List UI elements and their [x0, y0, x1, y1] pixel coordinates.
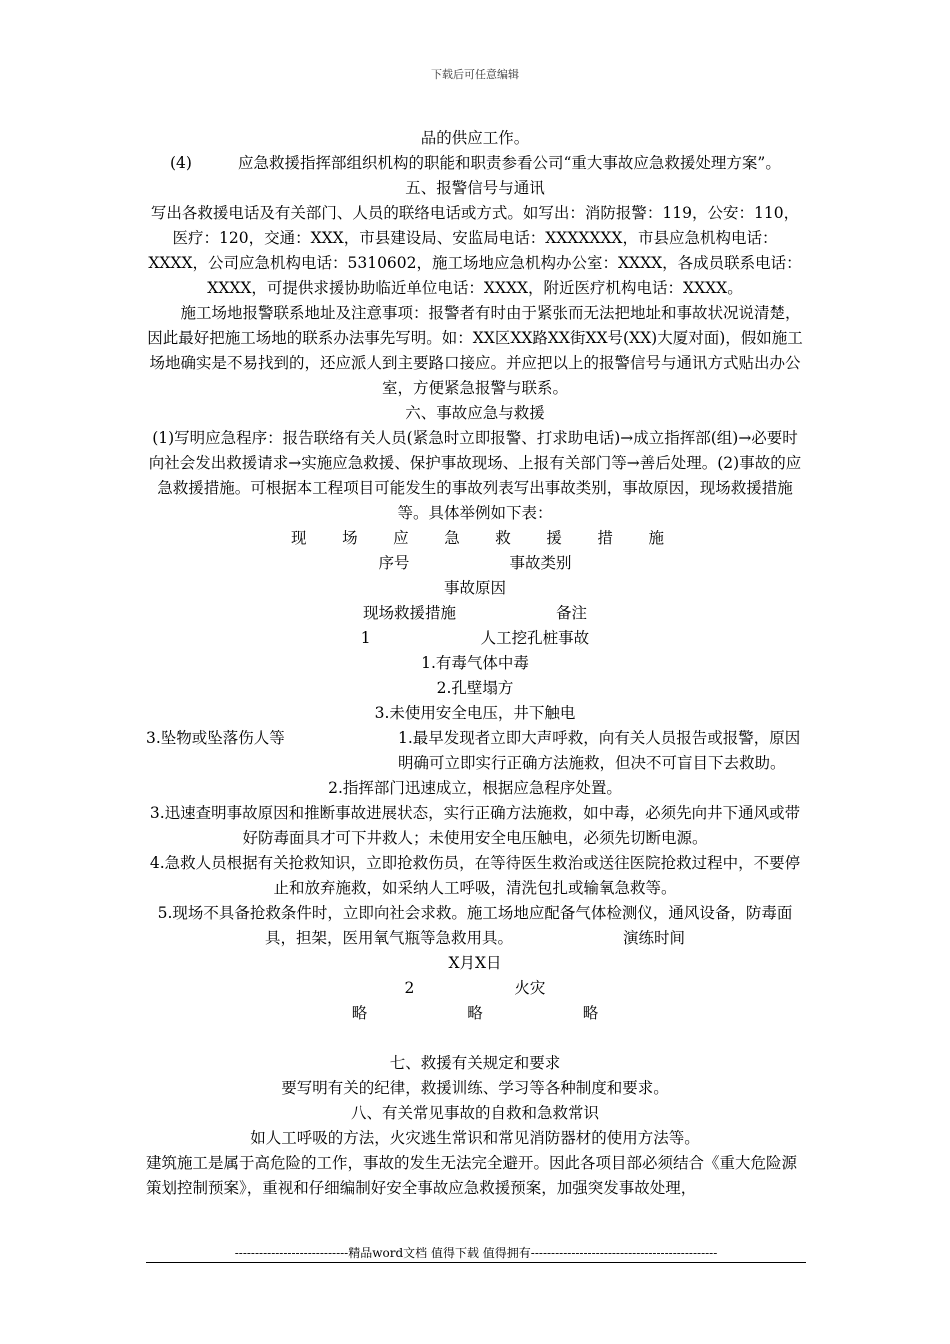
col-header-type: 事故类别	[509, 554, 572, 572]
paragraph: 施工场地报警联系地址及注意事项：报警者有时由于紧张而无法把地址和事故状况说清楚，因此最好把施工场地的联系办法事先写明。如：XX区XX路XX街XX号(XX)大厦对面)，假如施工场地确实是不易找到的，还应派人到主要路口接应。并应把以上的报警信号与通讯方式贴出办公室，方便紧急报警与联系。	[147, 304, 803, 397]
footer-rule	[146, 1262, 806, 1263]
col-header-cause: 事故原因	[443, 579, 506, 597]
col-header-note: 备注	[556, 604, 588, 622]
row-no: 2	[404, 979, 415, 997]
measure-item: 5.现场不具备抢救条件时，立即向社会求救。施工场地应配备气体检测仪，通风设备，防毒面具，担架，医用氧气瓶等急救用具。 演练时间	[157, 904, 793, 947]
table-row-2-omitted: 略 略 略	[351, 1004, 599, 1022]
item-number: (4)	[170, 154, 192, 172]
col-header-measure: 现场救援措施	[362, 604, 456, 622]
section-heading-7: 七、救援有关规定和要求	[389, 1054, 561, 1072]
paragraph: 品的供应工作。	[420, 129, 530, 147]
cause-item: 3.未使用安全电压，井下触电	[374, 704, 576, 722]
table-title: 现 场 应 急 救 援 措 施	[291, 529, 664, 547]
paragraph: 要写明有关的纪律，救援训练、学习等各种制度和要求。	[281, 1079, 669, 1097]
paragraph	[146, 151, 804, 176]
table-header-row	[146, 551, 804, 576]
section-heading-5: 五、报警信号与通讯	[405, 179, 545, 197]
paragraph: 写出各救援电话及有关部门、人员的联络电话或方式。如写出：消防报警：119，公安：110，医疗：120，交通：XXX，市县建设局、安监局电话：XXXXXXX，市县应急机构电话：XXXX，公司应急机构电话：5310602，施工场地应急机构办公室：XXXX，各成员联系电话：XXXX，可提供求援协助临近单位电话：XXXX，附近医疗机构电话：XXXX。	[148, 204, 802, 297]
item-text: 应急救援指挥部组织机构的职能和职责参看公司“重大事故应急救援处理方案”。	[237, 154, 781, 172]
cause-item: 1.有毒气体中毒	[421, 654, 529, 672]
measure-item: 2.指挥部门迅速成立，根据应急程序处置。	[328, 779, 622, 797]
paragraph: (1)写明应急程序：报告联络有关人员(紧急时立即报警、打求助电话)→成立指挥部(组)→必要时向社会发出救援请求→实施应急救援、保护事故现场、上报有关部门等→善后处理。(2)事故的应急救援措施。可根据本工程项目可能发生的事故列表写出事故类别，事故原因，现场救援措施等。具体举例如下表：	[148, 429, 802, 522]
page-header: 下载后可任意编辑	[431, 68, 519, 81]
drill-time-label: 演练时间	[623, 929, 686, 947]
row-type: 火灾	[514, 979, 546, 997]
cause-item: 2.孔壁塌方	[436, 679, 514, 697]
drill-date: X月X日	[448, 954, 502, 972]
measure-item: 1.最早发现者立即大声呼救，向有关人员报告或报警，原因明确可立即实行正确方法施救，但决不可盲目下去救助。	[398, 729, 801, 772]
section-heading-6: 六、事故应急与救援	[405, 404, 545, 422]
cause-item: 3.坠物或坠落伤人等	[146, 729, 285, 747]
table-row-2	[146, 976, 804, 1001]
row-no: 1	[360, 629, 371, 647]
measure-item: 4.急救人员根据有关抢救知识，立即抢救伤员，在等待医生救治或送往医院抢救过程中，不要停止和放弃施救，如采纳人工呼吸，清洗包扎或输氧急救等。	[149, 854, 801, 897]
paragraph: 建筑施工是属于高危险的工作，事故的发生无法完全避开。因此各项目部必须结合《重大危险源策划控制预案》，重视和仔细编制好安全事故应急救援预案，加强突发事故处理，	[146, 1154, 798, 1197]
table-row-1	[146, 626, 804, 651]
col-header-no: 序号	[378, 554, 410, 572]
paragraph: 如人工呼吸的方法，火灾逃生常识和常见消防器材的使用方法等。	[250, 1129, 700, 1147]
spacer	[146, 1026, 804, 1051]
document-body	[146, 126, 804, 1201]
section-heading-8: 八、有关常见事故的自救和急救常识	[350, 1104, 599, 1122]
row-type: 人工挖孔桩事故	[480, 629, 590, 647]
measure-item: 3.迅速查明事故原因和推断事故进展状态，实行正确方法施救，如中毒，必须先向井下通风或带好防毒面具才可下井救人；未使用安全电压触电，必须先切断电源。	[149, 804, 801, 847]
table-header-row	[146, 601, 804, 626]
page-footer: ----------------------------精品word文档 值得下载 值得拥有----------------------------------------------	[234, 1246, 718, 1260]
